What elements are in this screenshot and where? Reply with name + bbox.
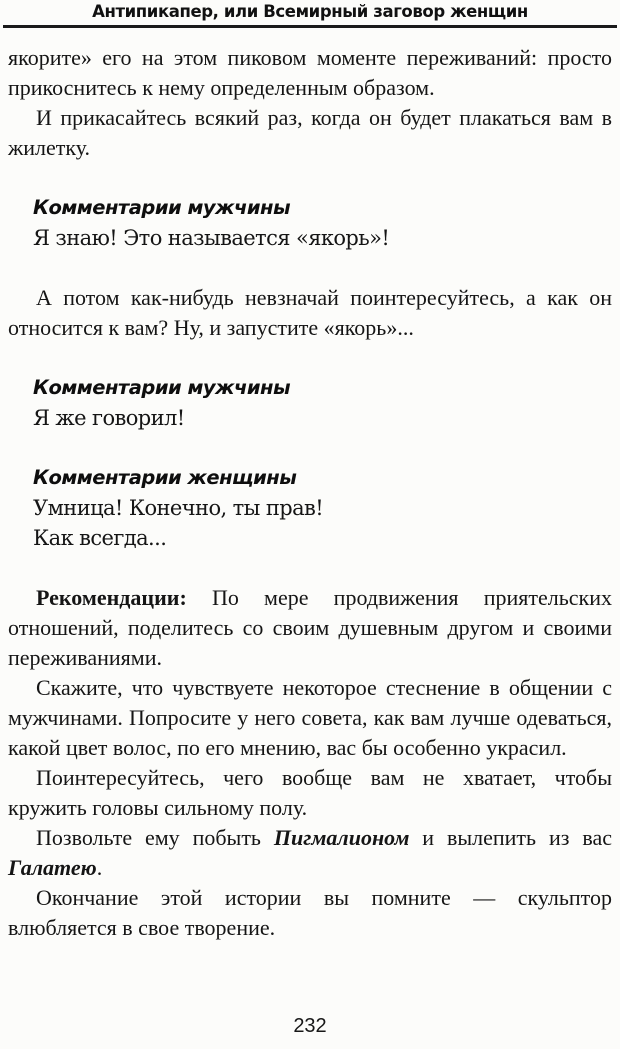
comment-heading-man-2: Комментарии мужчины — [33, 375, 291, 399]
name-galatea: Галатею — [8, 854, 97, 880]
paragraph-ask-advice: Скажите, что чувствуете некоторое стеснение в общении с мужчинами. Попросите у него совета, как вам лучше одеваться, какой цвет волос, по его мнению, вас бы особенно украсил. — [8, 674, 612, 760]
name-pygmalion: Пигмалионом — [273, 824, 410, 850]
paragraph-ask-whats-missing: Поинтересуйтесь, чего вообще вам не хватает, чтобы кружить головы сильному полу. — [8, 764, 612, 820]
running-header — [8, 0, 612, 28]
paragraph-continuation: якорите» его на этом пиковом моменте переживаний: просто прикоснитесь к нему определенным образом. — [8, 44, 612, 100]
comment-line: Я знаю! Это называется «якорь»! — [33, 225, 390, 250]
pygmalion-mid: и вылепить — [409, 824, 549, 850]
comment-block-man-2 — [33, 373, 612, 433]
comment-block-woman — [33, 463, 612, 553]
running-title: Антипикапер, или Всемирный заговор женщин — [92, 2, 528, 21]
comment-line: Я же говорил! — [33, 405, 185, 430]
pygmalion-pre: Позвольте ему побыть — [36, 824, 274, 850]
pygmalion-mid2: из вас — [548, 824, 612, 850]
paragraph-pygmalion — [8, 823, 612, 883]
paragraph-launch-anchor: А потом как-нибудь невзначай поинтересуйтесь, а как он относится к вам? Ну, и запустите «якорь»... — [8, 284, 612, 340]
recommendations-text: По мере продвижения приятельских отношений, поделитесь со своим душевным другом и своими переживаниями. — [8, 584, 612, 670]
page-text — [8, 43, 612, 943]
comment-line: Умница! Конечно, ты прав! — [33, 495, 324, 520]
paragraph-anchor-touch: И прикасайтесь всякий раз, когда он будет плакаться вам в жилетку. — [8, 104, 612, 160]
recommendations-label: Рекомендации: — [36, 584, 187, 610]
comment-heading-man-1: Комментарии мужчины — [33, 195, 291, 219]
comment-block-man-1 — [33, 193, 612, 253]
page-number: 232 — [293, 1015, 327, 1037]
paragraph-recommendations — [8, 583, 612, 673]
header-rule — [3, 25, 617, 28]
pygmalion-post: . — [96, 854, 103, 880]
paragraph-story-ending: Окончание этой истории вы помните — скульптор влюбляется в свое творение. — [8, 884, 612, 940]
comment-heading-woman: Комментарии женщины — [33, 465, 297, 489]
comment-line: Как всегда... — [33, 525, 167, 550]
